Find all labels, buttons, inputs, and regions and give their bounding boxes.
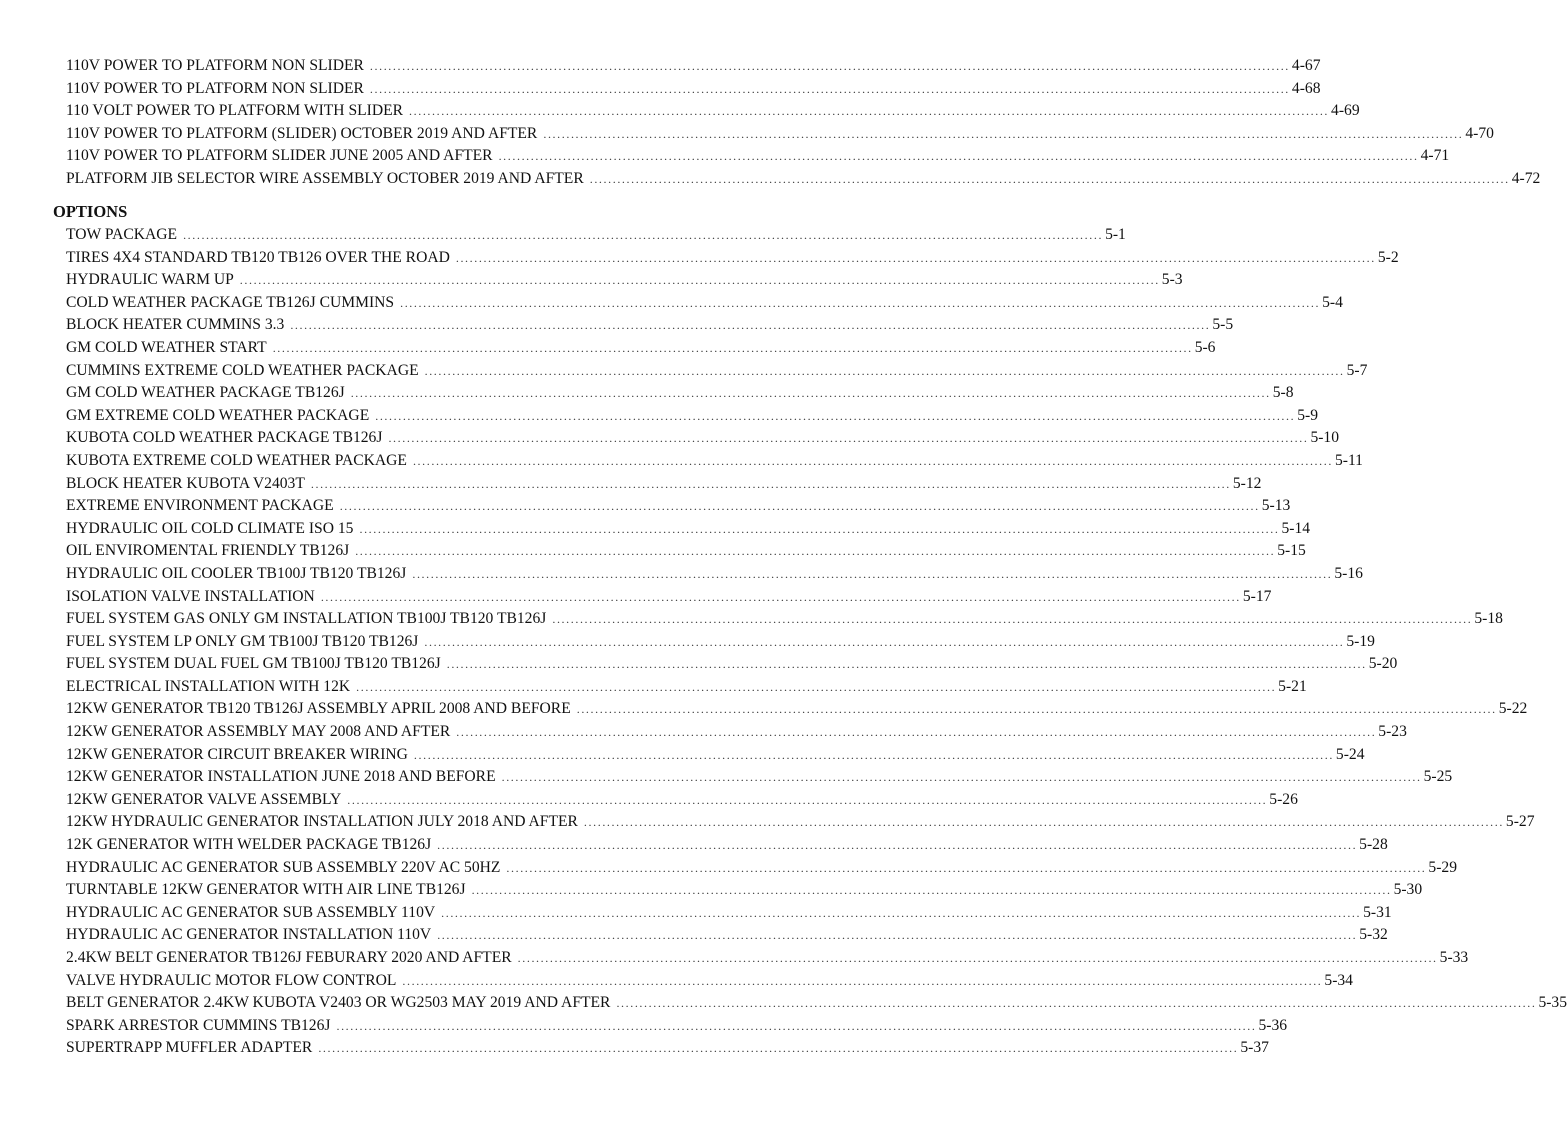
dot-leader: ........................................................................................................................................................................................................: [437, 928, 1358, 943]
toc-entry-page: 5-14: [1281, 519, 1311, 537]
toc-entry-page: 5-5: [1212, 316, 1234, 334]
toc-entry-page: 5-10: [1310, 429, 1340, 447]
toc-entry-page: 5-2: [1377, 248, 1399, 266]
dot-leader: ........................................................................................................................................................................................................: [412, 453, 1333, 468]
options-section: [0, 224, 1567, 1060]
toc-entry-page: 5-21: [1278, 677, 1307, 695]
toc-entry-page: 4-68: [1291, 79, 1321, 97]
toc-entry-title: 12KW HYDRAULIC GENERATOR INSTALLATION JULY 2018 AND AFTER: [66, 813, 578, 831]
toc-entry-page: 5-19: [1346, 632, 1375, 650]
toc-entry-page: 5-6: [1194, 338, 1216, 356]
toc-entry-page: 5-26: [1269, 790, 1298, 808]
dot-leader: ........................................................................................................................................................................................................: [336, 1018, 1257, 1033]
toc-entry-title: GM COLD WEATHER START: [66, 338, 267, 356]
dot-leader: ........................................................................................................................................................................................................: [424, 363, 1345, 378]
toc-entry-page: 5-25: [1423, 768, 1453, 786]
dot-leader: ........................................................................................................................................................................................................: [576, 702, 1497, 717]
dot-leader: ........................................................................................................................................................................................................: [369, 59, 1290, 73]
toc-entry-title: SUPERTRAPP MUFFLER ADAPTER: [66, 1039, 313, 1057]
toc-entry-title: 110V POWER TO PLATFORM NON SLIDER: [66, 79, 364, 97]
toc-entry[interactable]: [66, 1037, 1269, 1060]
toc-entry-page: 5-28: [1359, 836, 1388, 854]
toc-entry-title: BELT GENERATOR 2.4KW KUBOTA V2403 OR WG2503 MAY 2019 AND AFTER: [66, 994, 611, 1012]
toc-entry[interactable]: [66, 405, 1319, 428]
dot-leader: ........................................................................................................................................................................................................: [350, 386, 1271, 401]
toc-entry-page: 5-36: [1258, 1016, 1288, 1034]
toc-entry[interactable]: [66, 145, 1450, 168]
toc-entry[interactable]: [66, 427, 1340, 450]
toc-entry-page: 5-1: [1105, 226, 1126, 243]
toc-entry[interactable]: [66, 269, 1183, 292]
dot-leader: ........................................................................................................................................................................................................: [347, 792, 1268, 807]
toc-entry-title: 12KW GENERATOR TB120 TB126J ASSEMBLY APRIL 2008 AND BEFORE: [66, 700, 571, 718]
dot-leader: ........................................................................................................................................................................................................: [437, 838, 1358, 853]
toc-entry-page: 5-12: [1232, 474, 1262, 492]
toc-entry-page: 5-34: [1324, 971, 1353, 989]
toc-entry[interactable]: [66, 518, 1311, 541]
dot-leader: ........................................................................................................................................................................................................: [506, 860, 1427, 875]
toc-entry-title: HYDRAULIC AC GENERATOR SUB ASSEMBLY 220V AC 50HZ: [66, 858, 501, 876]
toc-entry[interactable]: [66, 314, 1234, 337]
toc-entry[interactable]: [66, 608, 1503, 631]
toc-entry-title: 12K GENERATOR WITH WELDER PACKAGE TB126J: [66, 836, 432, 854]
toc-entry[interactable]: [66, 495, 1291, 518]
toc-entry-title: PLATFORM JIB SELECTOR WIRE ASSEMBLY OCTOBER 2019 AND AFTER: [66, 169, 584, 187]
dot-leader: ........................................................................................................................................................................................................: [290, 318, 1211, 333]
toc-entry[interactable]: [66, 382, 1294, 405]
dot-leader: ........................................................................................................................................................................................................: [455, 250, 1376, 265]
toc-entry[interactable]: [66, 473, 1262, 496]
toc-entry[interactable]: [66, 970, 1353, 993]
toc-entry-page: 5-31: [1363, 903, 1392, 921]
toc-entry-page: 4-69: [1331, 102, 1360, 120]
toc-entry-title: SPARK ARRESTOR CUMMINS TB126J: [66, 1016, 331, 1034]
toc-entry-page: 5-13: [1261, 497, 1291, 515]
toc-entry-page: 5-27: [1505, 813, 1535, 831]
toc-entry[interactable]: [66, 653, 1398, 676]
dot-leader: ........................................................................................................................................................................................................: [375, 408, 1296, 423]
toc-entry-page: 5-8: [1272, 384, 1294, 402]
options-heading: OPTIONS: [53, 202, 128, 221]
dot-leader: ........................................................................................................................................................................................................: [446, 657, 1367, 672]
toc-entry[interactable]: [66, 631, 1375, 654]
toc-entry-page: 5-24: [1335, 745, 1365, 763]
toc-entry-title: OIL ENVIROMENTAL FRIENDLY TB126J: [66, 542, 350, 560]
toc-entry-page: 5-32: [1359, 926, 1388, 944]
dot-leader: ........................................................................................................................................................................................................: [310, 476, 1231, 491]
toc-entry-title: TIRES 4X4 STANDARD TB120 TB126 OVER THE ROAD: [66, 248, 450, 266]
dot-leader: ........................................................................................................................................................................................................: [412, 566, 1333, 581]
toc-entry[interactable]: [66, 744, 1365, 767]
dot-leader: ........................................................................................................................................................................................................: [369, 81, 1290, 96]
toc-entry-title: 110V POWER TO PLATFORM (SLIDER) OCTOBER 2019 AND AFTER: [66, 124, 538, 142]
toc-entry[interactable]: [66, 992, 1567, 1015]
toc-entry-page: 5-20: [1368, 655, 1398, 673]
toc-entry[interactable]: [66, 360, 1368, 383]
toc-entry-page: 5-16: [1334, 564, 1363, 582]
toc-entry-title: BLOCK HEATER KUBOTA V2403T: [66, 474, 305, 492]
toc-entry-title: KUBOTA COLD WEATHER PACKAGE TB126J: [66, 429, 383, 447]
toc-entry-page: 4-71: [1420, 147, 1450, 165]
toc-entry-page: 5-17: [1242, 587, 1272, 605]
toc-entry-title: HYDRAULIC WARM UP: [66, 271, 234, 289]
toc-entry-title: CUMMINS EXTREME COLD WEATHER PACKAGE: [66, 361, 419, 379]
toc-entry[interactable]: [66, 1015, 1288, 1038]
toc-entry-page: 4-67: [1291, 57, 1321, 74]
toc-entry[interactable]: [66, 123, 1494, 146]
toc-entry-title: HYDRAULIC OIL COLD CLIMATE ISO 15: [66, 519, 354, 537]
dot-leader: ........................................................................................................................................................................................................: [589, 171, 1510, 186]
toc-entry-page: 5-9: [1297, 406, 1319, 424]
toc-entry-title: HYDRAULIC OIL COOLER TB100J TB120 TB126J: [66, 564, 407, 582]
dot-leader: ........................................................................................................................................................................................................: [441, 905, 1362, 920]
dot-leader: ........................................................................................................................................................................................................: [583, 815, 1504, 830]
dot-leader: ........................................................................................................................................................................................................: [402, 973, 1323, 988]
toc-entry[interactable]: [66, 698, 1528, 721]
toc-entry[interactable]: [66, 55, 1321, 78]
toc-entry-page: 5-15: [1277, 542, 1306, 560]
dot-leader: ........................................................................................................................................................................................................: [517, 951, 1438, 965]
dot-leader: ........................................................................................................................................................................................................: [413, 747, 1334, 762]
toc-entry-page: 5-7: [1346, 361, 1368, 379]
dot-leader: ........................................................................................................................................................................................................: [409, 104, 1330, 119]
toc-entry-page: 5-33: [1439, 949, 1469, 966]
toc-entry-title: 2.4KW BELT GENERATOR TB126J FEBURARY 2020 AND AFTER: [66, 949, 512, 966]
toc-entry[interactable]: [66, 879, 1423, 902]
dot-leader: ........................................................................................................................................................................................................: [359, 521, 1280, 536]
dot-leader: ........................................................................................................................................................................................................: [356, 679, 1277, 694]
dot-leader: ........................................................................................................................................................................................................: [424, 634, 1345, 649]
dot-leader: ........................................................................................................................................................................................................: [616, 996, 1537, 1011]
toc-entry-title: HYDRAULIC AC GENERATOR SUB ASSEMBLY 110V: [66, 903, 436, 921]
toc-entry[interactable]: [66, 563, 1363, 586]
toc-entry-page: 5-35: [1538, 994, 1567, 1012]
toc-entry[interactable]: [66, 450, 1363, 473]
toc-entry[interactable]: [66, 337, 1216, 360]
toc-continued-section: [0, 55, 1541, 191]
toc-entry-page: 5-37: [1240, 1039, 1269, 1057]
toc-entry-title: 12KW GENERATOR ASSEMBLY MAY 2008 AND AFTER: [66, 723, 451, 741]
toc-entry-page: 5-18: [1474, 610, 1503, 628]
toc-entry[interactable]: [66, 924, 1388, 947]
toc-entry-title: 12KW GENERATOR INSTALLATION JUNE 2018 AND BEFORE: [66, 768, 496, 786]
toc-entry-title: 110V POWER TO PLATFORM NON SLIDER: [66, 57, 364, 74]
dot-leader: ........................................................................................................................................................................................................: [318, 1041, 1239, 1056]
toc-entry[interactable]: [66, 78, 1321, 101]
toc-entry[interactable]: [66, 789, 1298, 812]
toc-entry-title: COLD WEATHER PACKAGE TB126J CUMMINS: [66, 293, 395, 311]
toc-entry[interactable]: [66, 100, 1360, 123]
toc-entry-page: 5-23: [1378, 723, 1407, 741]
dot-leader: ........................................................................................................................................................................................................: [456, 725, 1377, 740]
dot-leader: ........................................................................................................................................................................................................: [471, 883, 1392, 898]
toc-entry[interactable]: [66, 540, 1306, 563]
dot-leader: ........................................................................................................................................................................................................: [400, 295, 1321, 310]
dot-leader: ........................................................................................................................................................................................................: [239, 273, 1160, 288]
toc-entry[interactable]: [66, 902, 1392, 925]
toc-entry-page: 5-30: [1393, 881, 1423, 899]
toc-entry-page: 4-72: [1511, 169, 1541, 187]
toc-entry-title: 12KW GENERATOR CIRCUIT BREAKER WIRING: [66, 745, 408, 763]
toc-entry-title: EXTREME ENVIRONMENT PACKAGE: [66, 497, 334, 515]
dot-leader: ........................................................................................................................................................................................................: [339, 499, 1260, 514]
toc-entry-title: 110 VOLT POWER TO PLATFORM WITH SLIDER: [66, 102, 404, 120]
toc-entry-title: 12KW GENERATOR VALVE ASSEMBLY: [66, 790, 342, 808]
toc-entry-title: TURNTABLE 12KW GENERATOR WITH AIR LINE TB126J: [66, 881, 466, 899]
dot-leader: ........................................................................................................................................................................................................: [501, 770, 1422, 785]
toc-entry-title: FUEL SYSTEM DUAL FUEL GM TB100J TB120 TB126J: [66, 655, 441, 673]
toc-entry-title: HYDRAULIC AC GENERATOR INSTALLATION 110V: [66, 926, 432, 944]
toc-entry-page: 4-70: [1465, 124, 1494, 142]
toc-entry[interactable]: [66, 811, 1535, 834]
toc-entry-title: ISOLATION VALVE INSTALLATION: [66, 587, 315, 605]
toc-entry-page: 5-29: [1428, 858, 1457, 876]
toc-entry[interactable]: [66, 947, 1469, 970]
dot-leader: ........................................................................................................................................................................................................: [498, 149, 1419, 164]
toc-entry[interactable]: [66, 292, 1343, 315]
toc-entry-title: TOW PACKAGE: [66, 226, 178, 243]
toc-entry[interactable]: [66, 857, 1457, 880]
toc-entry-title: FUEL SYSTEM LP ONLY GM TB100J TB120 TB126J: [66, 632, 419, 650]
toc-entry[interactable]: [66, 224, 1126, 247]
toc-entry-title: VALVE HYDRAULIC MOTOR FLOW CONTROL: [66, 971, 397, 989]
toc-entry[interactable]: [66, 766, 1453, 789]
dot-leader: ........................................................................................................................................................................................................: [552, 612, 1473, 627]
toc-entry-title: BLOCK HEATER CUMMINS 3.3: [66, 316, 285, 334]
dot-leader: ........................................................................................................................................................................................................: [272, 340, 1193, 355]
toc-entry[interactable]: [66, 247, 1399, 270]
toc-entry[interactable]: [66, 834, 1388, 857]
dot-leader: ........................................................................................................................................................................................................: [388, 431, 1309, 446]
toc-entry-title: GM EXTREME COLD WEATHER PACKAGE: [66, 406, 370, 424]
toc-entry-title: 110V POWER TO PLATFORM SLIDER JUNE 2005 AND AFTER: [66, 147, 493, 165]
dot-leader: ........................................................................................................................................................................................................: [183, 228, 1104, 242]
toc-entry[interactable]: [66, 586, 1272, 609]
dot-leader: ........................................................................................................................................................................................................: [543, 126, 1464, 141]
toc-entry-page: 5-3: [1161, 271, 1183, 289]
toc-entry-page: 5-22: [1498, 700, 1528, 718]
toc-entry-title: GM COLD WEATHER PACKAGE TB126J: [66, 384, 345, 402]
toc-entry[interactable]: [66, 721, 1407, 744]
toc-entry-page: 5-11: [1334, 451, 1363, 469]
toc-entry-title: FUEL SYSTEM GAS ONLY GM INSTALLATION TB100J TB120 TB126J: [66, 610, 547, 628]
dot-leader: ........................................................................................................................................................................................................: [320, 589, 1241, 604]
toc-entry[interactable]: [66, 168, 1541, 191]
dot-leader: ........................................................................................................................................................................................................: [355, 544, 1276, 559]
toc-entry-title: KUBOTA EXTREME COLD WEATHER PACKAGE: [66, 451, 407, 469]
toc-entry[interactable]: [66, 676, 1307, 699]
toc-entry-title: ELECTRICAL INSTALLATION WITH 12K: [66, 677, 351, 695]
toc-entry-page: 5-4: [1322, 293, 1343, 311]
